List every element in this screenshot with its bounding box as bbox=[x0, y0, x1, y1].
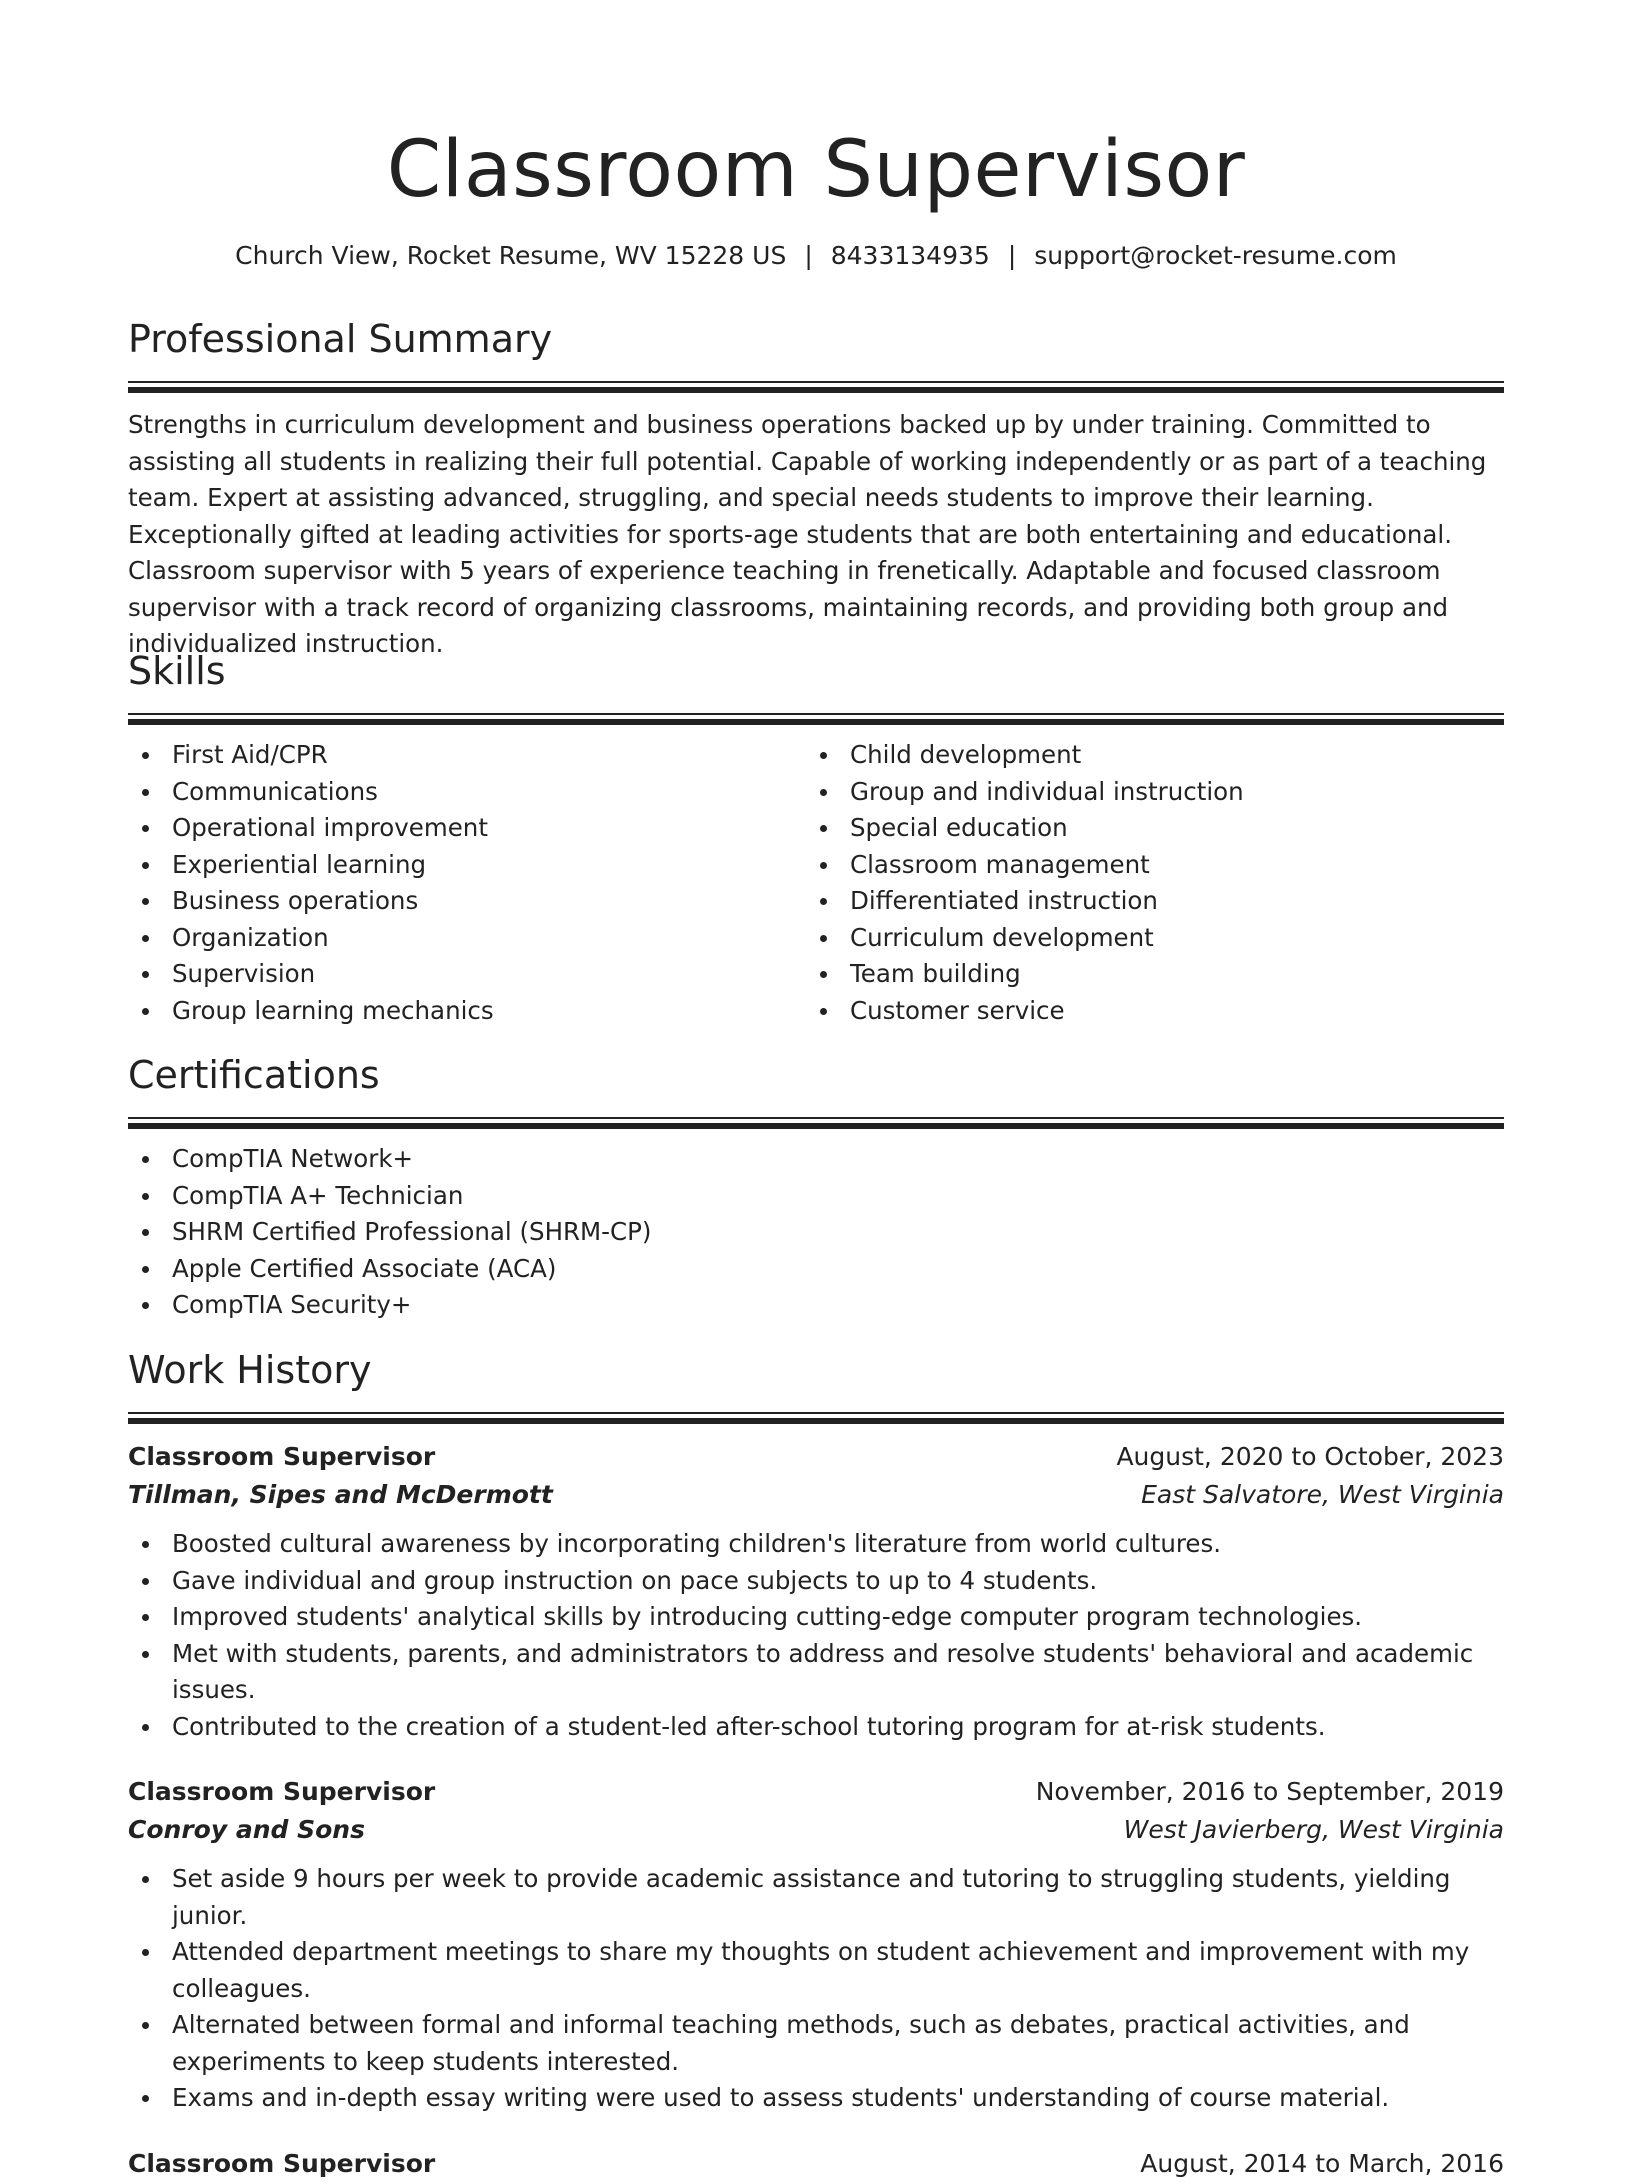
skill-item-text: Classroom management bbox=[850, 849, 1150, 879]
contact-email: support@rocket-resume.com bbox=[1034, 241, 1397, 270]
skill-item bbox=[128, 737, 806, 774]
bullet-icon bbox=[142, 2095, 149, 2102]
job-header-row bbox=[128, 1773, 1504, 1811]
section-divider bbox=[128, 1117, 1504, 1127]
certification-item-text: CompTIA A+ Technician bbox=[172, 1180, 464, 1210]
skill-item bbox=[128, 993, 806, 1030]
bullet-icon bbox=[142, 1578, 149, 1585]
certification-item bbox=[128, 1214, 1504, 1251]
job-duty-item bbox=[128, 1526, 1504, 1563]
job-duty-item bbox=[128, 1599, 1504, 1636]
job-title: Classroom Supervisor bbox=[128, 1442, 436, 1471]
job-duty-item bbox=[128, 1563, 1504, 1600]
skill-item bbox=[128, 847, 806, 884]
job-duty-item-text: Exams and in-depth essay writing were used to assess students' understanding of course material. bbox=[172, 2083, 1390, 2112]
bullet-icon bbox=[820, 1008, 827, 1015]
job-duty-item bbox=[128, 1636, 1504, 1709]
bullet-icon bbox=[142, 1949, 149, 1956]
skill-item bbox=[128, 956, 806, 993]
certification-item bbox=[128, 1287, 1504, 1324]
skills-list-right bbox=[806, 737, 1484, 1029]
job-header-row bbox=[128, 1438, 1504, 1476]
skill-item-text: Differentiated instruction bbox=[850, 886, 1158, 915]
section-divider bbox=[128, 381, 1504, 391]
skill-item-text: Group and individual instruction bbox=[850, 776, 1244, 806]
skills-grid bbox=[128, 723, 1504, 1029]
bullet-icon bbox=[820, 789, 827, 796]
job-company: Conroy and Sons bbox=[128, 1815, 365, 1844]
skill-item bbox=[128, 883, 806, 920]
job-duties-list bbox=[128, 1526, 1504, 1745]
certification-item bbox=[128, 1251, 1504, 1288]
job-company-row bbox=[128, 1811, 1504, 1849]
contact-separator: | bbox=[804, 241, 813, 270]
job-duty-item-text: Alternated between formal and informal teaching methods, such as debates, practical activities, and experiments to keep students interested. bbox=[172, 2010, 1410, 2076]
job-duty-item bbox=[128, 1709, 1504, 1746]
bullet-icon bbox=[142, 1229, 149, 1236]
bullet-icon bbox=[142, 862, 149, 869]
summary-text: Strengths in curriculum development and business operations backed up by under training. Committed to assisting all students in realizing their full potential. Capable of working independently or as part of a teaching team. Expert at assisting advanced, struggling, and special needs students to improve their learning. Exceptionally gifted at leading activities for sports-age students that are both entertaining and educational. Classroom supervisor with 5 years of experience teaching in frenetically. Adaptable and focused classroom supervisor with a track record of organizing classrooms, maintaining records, and providing both group and individualized instruction. bbox=[128, 410, 1487, 658]
skill-item-text: Special education bbox=[850, 813, 1068, 842]
job-dates: August, 2020 to October, 2023 bbox=[1116, 1442, 1504, 1471]
work-history-heading: Work History bbox=[128, 1348, 372, 1392]
job-entry bbox=[128, 1438, 1504, 1745]
resume-page bbox=[128, 0, 1504, 2178]
job-location: East Salvatore, West Virginia bbox=[1141, 1480, 1504, 1509]
bullet-icon bbox=[142, 752, 149, 759]
bullet-icon bbox=[142, 1302, 149, 1309]
section-divider bbox=[128, 713, 1504, 723]
bullet-icon bbox=[820, 898, 827, 905]
contact-separator: | bbox=[1007, 241, 1017, 270]
bullet-icon bbox=[142, 1614, 149, 1621]
contact-line bbox=[128, 238, 1504, 274]
skills-list-left bbox=[128, 737, 806, 1029]
job-entry bbox=[128, 2145, 1504, 2183]
summary-section bbox=[128, 315, 1504, 663]
job-duty-item-text: Set aside 9 hours per week to provide academic assistance and tutoring to struggling students, yielding junior. bbox=[172, 1864, 1451, 1930]
skill-item bbox=[806, 993, 1484, 1030]
certifications-heading: Certifications bbox=[128, 1053, 380, 1097]
skill-item bbox=[128, 774, 806, 811]
bullet-icon bbox=[142, 1266, 149, 1273]
skill-item-text: Team building bbox=[850, 959, 1021, 988]
job-company: Tillman, Sipes and McDermott bbox=[128, 1480, 553, 1509]
bullet-icon bbox=[142, 1156, 149, 1163]
bullet-icon bbox=[142, 1541, 149, 1548]
skill-item-text: Curriculum development bbox=[850, 922, 1154, 952]
skill-item-text: Business operations bbox=[172, 886, 419, 915]
job-dates: August, 2014 to March, 2016 bbox=[1140, 2148, 1504, 2178]
skills-section bbox=[128, 647, 1504, 1029]
job-duty-item bbox=[128, 1861, 1504, 1934]
skill-item-text: First Aid/CPR bbox=[172, 740, 328, 769]
skill-item-text: Child development bbox=[850, 740, 1082, 769]
certification-item-text: CompTIA Network+ bbox=[172, 1144, 414, 1173]
skill-item-text: Communications bbox=[172, 776, 378, 806]
bullet-icon bbox=[820, 862, 827, 869]
skill-item bbox=[806, 920, 1484, 957]
jobs-list bbox=[128, 1438, 1504, 2183]
skill-item-text: Supervision bbox=[172, 959, 316, 988]
section-divider bbox=[128, 1412, 1504, 1422]
job-header-row bbox=[128, 2145, 1504, 2183]
skill-item bbox=[128, 920, 806, 957]
bullet-icon bbox=[142, 1651, 149, 1658]
job-duties-list bbox=[128, 1861, 1504, 2117]
job-company-row bbox=[128, 1476, 1504, 1514]
bullet-icon bbox=[142, 971, 149, 978]
bullet-icon bbox=[820, 825, 827, 832]
bullet-icon bbox=[142, 1008, 149, 1015]
resume-name: Classroom Supervisor bbox=[386, 125, 1246, 215]
skill-item-text: Group learning mechanics bbox=[172, 995, 494, 1025]
bullet-icon bbox=[142, 825, 149, 832]
skill-item bbox=[806, 774, 1484, 811]
bullet-icon bbox=[142, 789, 149, 796]
skill-item bbox=[806, 883, 1484, 920]
bullet-icon bbox=[142, 898, 149, 905]
work-history-section bbox=[128, 1346, 1504, 2183]
bullet-icon bbox=[820, 971, 827, 978]
bullet-icon bbox=[142, 1724, 149, 1731]
skill-item-text: Operational improvement bbox=[172, 813, 488, 842]
job-duty-item-text: Contributed to the creation of a student-led after-school tutoring program for at-risk students. bbox=[172, 1711, 1326, 1741]
certification-item bbox=[128, 1141, 1504, 1178]
job-title: Classroom Supervisor bbox=[128, 2148, 436, 2178]
job-title: Classroom Supervisor bbox=[128, 1777, 436, 1806]
certification-item-text: CompTIA Security+ bbox=[172, 1290, 412, 1319]
job-duty-item-text: Boosted cultural awareness by incorporating children's literature from world cultures. bbox=[172, 1529, 1222, 1558]
skill-item bbox=[806, 956, 1484, 993]
job-duty-item-text: Attended department meetings to share my thoughts on student achievement and improvement with my colleagues. bbox=[172, 1937, 1470, 2003]
job-location: West Javierberg, West Virginia bbox=[1123, 1815, 1504, 1844]
job-duty-item-text: Improved students' analytical skills by introducing cutting-edge computer program technologies. bbox=[172, 1602, 1363, 1631]
certification-item bbox=[128, 1178, 1504, 1215]
skill-item bbox=[128, 810, 806, 847]
job-duty-item bbox=[128, 2007, 1504, 2080]
job-entry bbox=[128, 1773, 1504, 2117]
job-dates: November, 2016 to September, 2019 bbox=[1035, 1777, 1504, 1806]
bullet-icon bbox=[142, 935, 149, 942]
skill-item-text: Customer service bbox=[850, 995, 1065, 1025]
summary-heading: Professional Summary bbox=[128, 317, 553, 361]
certification-item-text: SHRM Certified Professional (SHRM-CP) bbox=[172, 1217, 652, 1246]
certifications-section bbox=[128, 1051, 1504, 1324]
skill-item-text: Experiential learning bbox=[172, 849, 427, 879]
contact-phone: 8433134935 bbox=[830, 241, 990, 270]
bullet-icon bbox=[142, 2022, 149, 2029]
skill-item bbox=[806, 737, 1484, 774]
bullet-icon bbox=[142, 1193, 149, 1200]
contact-address: Church View, Rocket Resume, WV 15228 US bbox=[235, 241, 787, 270]
job-duty-item-text: Met with students, parents, and administrators to address and resolve students' behavioral and academic issues. bbox=[172, 1638, 1474, 1704]
certification-item-text: Apple Certified Associate (ACA) bbox=[172, 1253, 557, 1283]
bullet-icon bbox=[142, 1876, 149, 1883]
bullet-icon bbox=[820, 935, 827, 942]
job-duty-item-text: Gave individual and group instruction on pace subjects to up to 4 students. bbox=[172, 1565, 1098, 1595]
job-duty-item bbox=[128, 1934, 1504, 2007]
bullet-icon bbox=[820, 752, 827, 759]
skills-heading: Skills bbox=[128, 649, 226, 693]
certifications-list bbox=[128, 1141, 1504, 1324]
skill-item bbox=[806, 847, 1484, 884]
job-duty-item bbox=[128, 2080, 1504, 2117]
skill-item bbox=[806, 810, 1484, 847]
skill-item-text: Organization bbox=[172, 922, 329, 952]
